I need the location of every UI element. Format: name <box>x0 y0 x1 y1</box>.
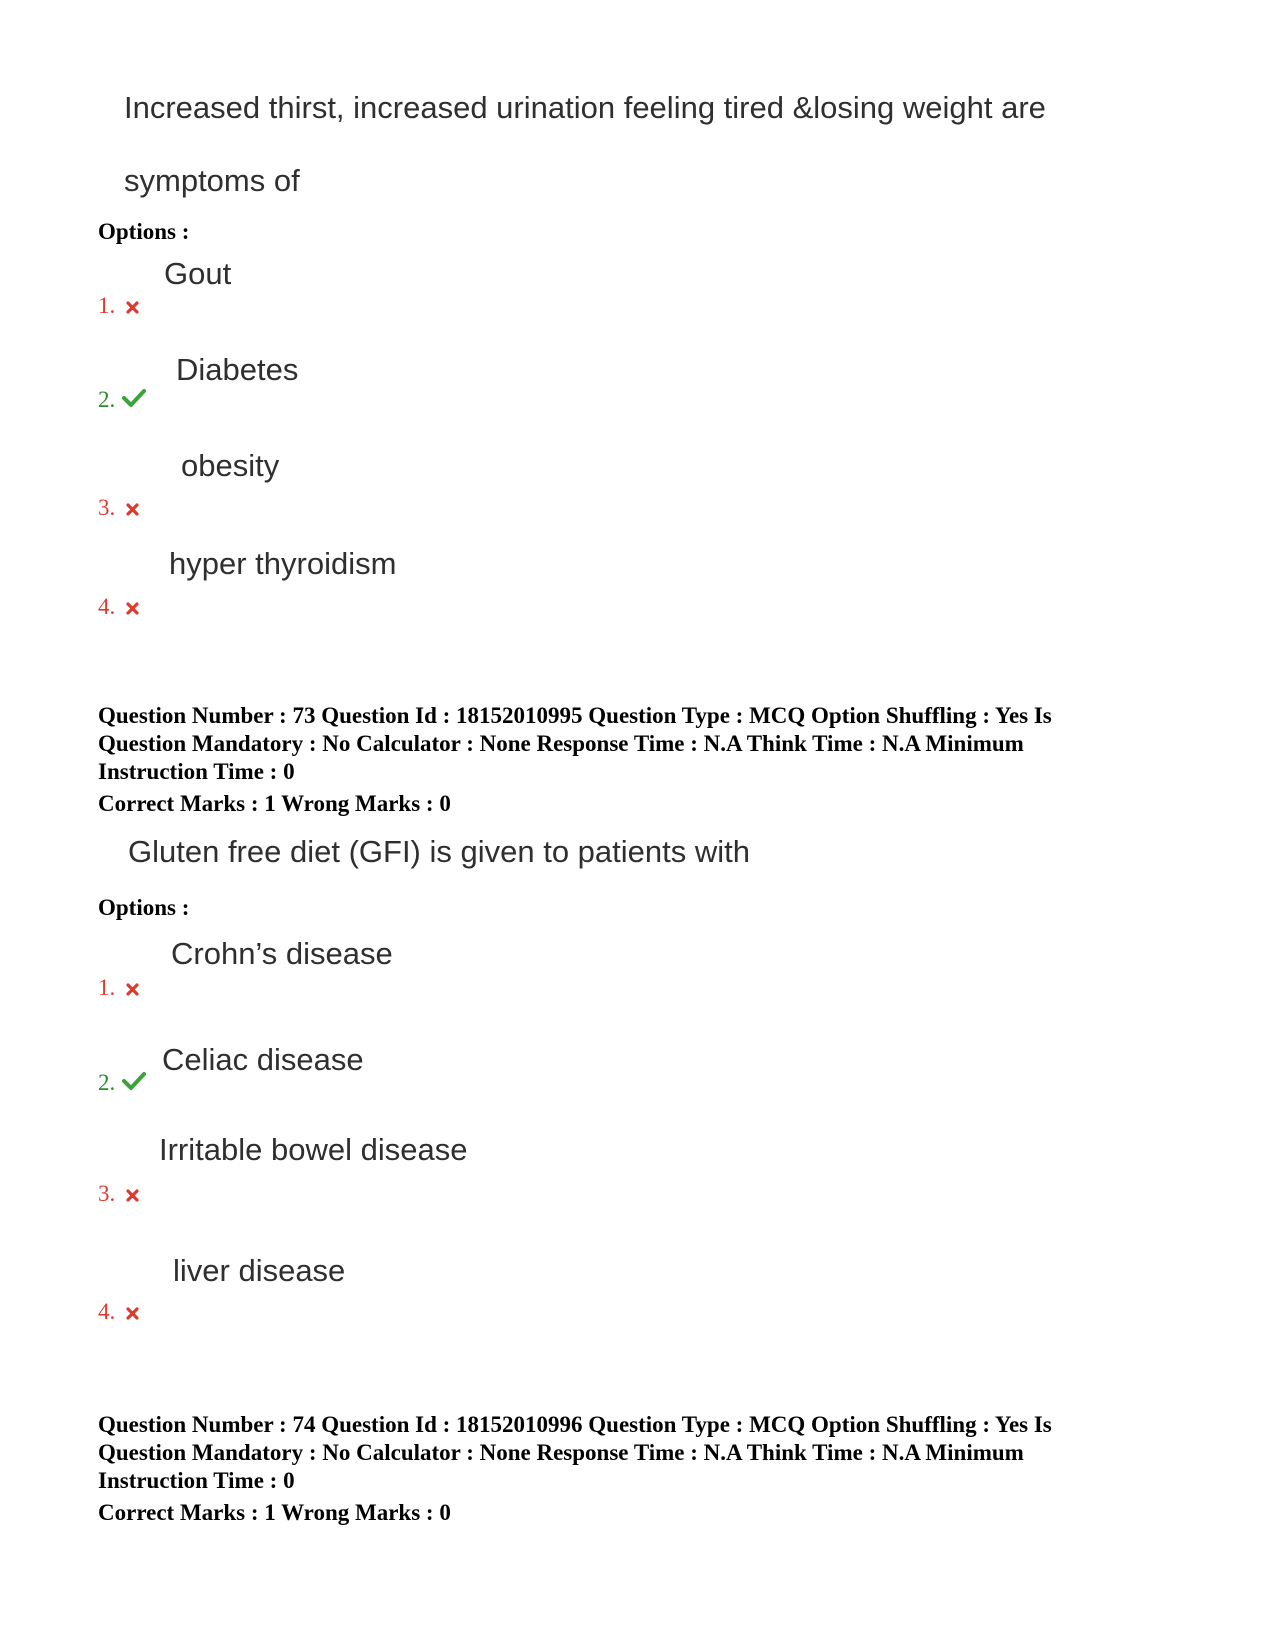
option-text: Gout <box>164 256 232 291</box>
option-number: 3. <box>98 1181 116 1206</box>
question-text: Gluten free diet (GFI) is given to patients with <box>128 834 750 869</box>
option-text: Crohn’s disease <box>171 936 393 971</box>
question-meta <box>98 702 1178 786</box>
meta-line: Question Number : 74 Question Id : 18152010996 Question Type : MCQ Option Shuffling : Yes Is <box>98 1412 1052 1437</box>
option-text: hyper thyroidism <box>169 546 397 581</box>
option-number: 4. <box>98 1299 116 1324</box>
check-icon <box>122 388 146 408</box>
option-text: Celiac disease <box>162 1042 364 1077</box>
meta-line: Instruction Time : 0 <box>98 759 295 784</box>
cross-icon <box>125 300 140 315</box>
option-number: 4. <box>98 594 116 619</box>
cross-icon <box>125 982 140 997</box>
meta-line: Question Number : 73 Question Id : 18152010995 Question Type : MCQ Option Shuffling : Yes Is <box>98 703 1052 728</box>
question-text-line1: Increased thirst, increased urination feeling tired &losing weight are <box>124 90 1046 125</box>
option-number: 3. <box>98 495 116 520</box>
option-number: 1. <box>98 975 116 1000</box>
option-number: 2. <box>98 387 116 412</box>
option-text: Irritable bowel disease <box>159 1132 468 1167</box>
option-text: liver disease <box>173 1253 346 1288</box>
meta-line: Instruction Time : 0 <box>98 1468 295 1493</box>
cross-icon <box>125 502 140 517</box>
option-text: obesity <box>181 448 280 483</box>
cross-icon <box>125 601 140 616</box>
option-text: Diabetes <box>176 352 299 387</box>
question-marks: Correct Marks : 1 Wrong Marks : 0 <box>98 1500 451 1525</box>
meta-line: Question Mandatory : No Calculator : None Response Time : N.A Think Time : N.A Minimum <box>98 1440 1024 1465</box>
check-icon <box>122 1071 146 1091</box>
option-number: 1. <box>98 293 116 318</box>
question-marks: Correct Marks : 1 Wrong Marks : 0 <box>98 791 451 816</box>
options-label: Options : <box>98 895 190 920</box>
cross-icon <box>125 1306 140 1321</box>
cross-icon <box>125 1188 140 1203</box>
meta-line: Question Mandatory : No Calculator : None Response Time : N.A Think Time : N.A Minimum <box>98 731 1024 756</box>
option-number: 2. <box>98 1070 116 1095</box>
question-text-line2: symptoms of <box>124 163 300 198</box>
question-meta <box>98 1411 1178 1495</box>
options-label: Options : <box>98 219 190 244</box>
